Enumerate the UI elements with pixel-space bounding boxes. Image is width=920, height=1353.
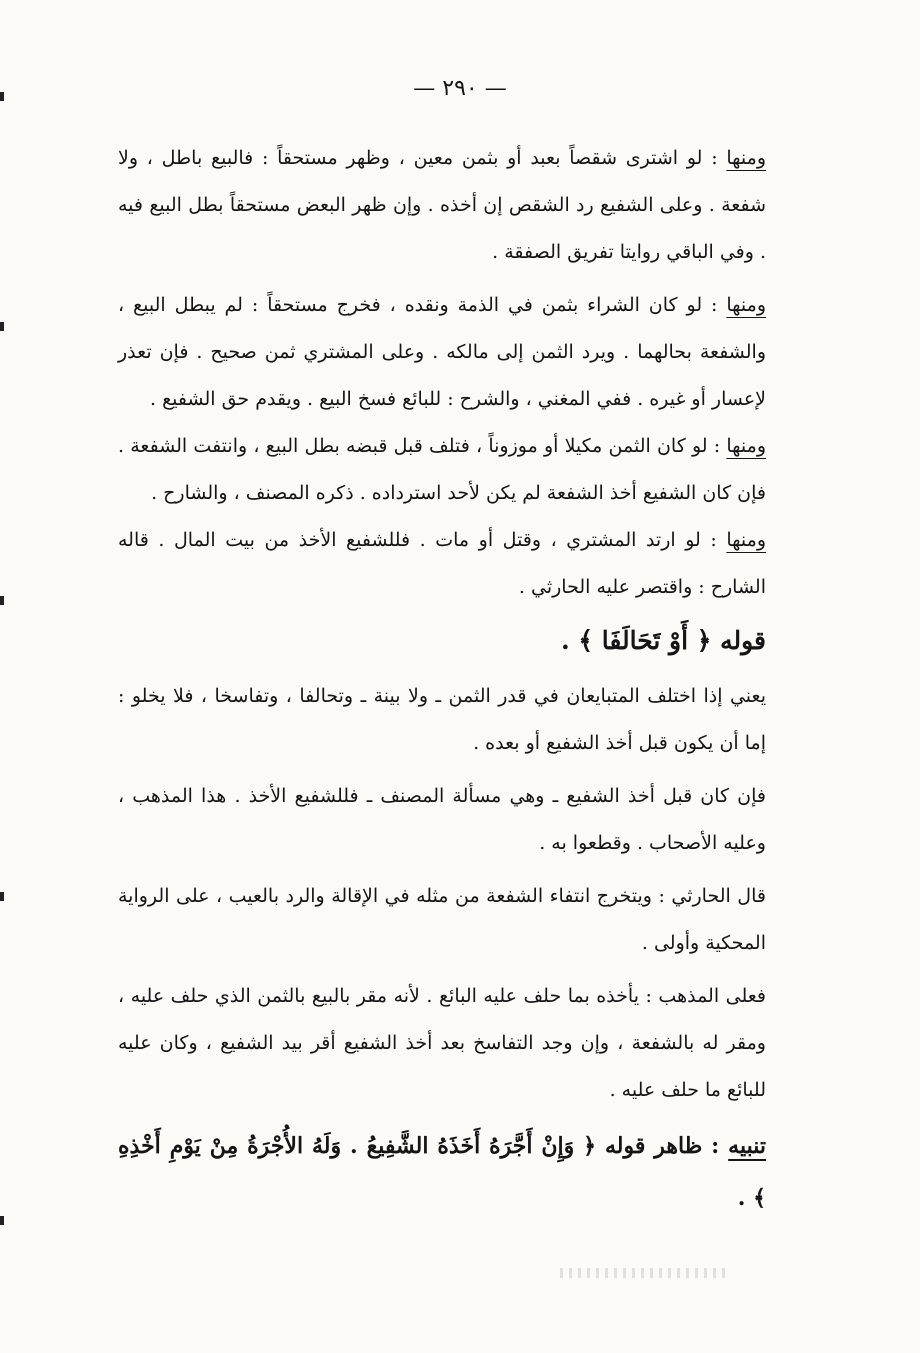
paragraph: قال الحارثي : ويتخرج انتفاء الشفعة من مثله في الإقالة والرد بالعيب ، على الرواية المحكية وأولى . <box>118 885 766 954</box>
paragraph-lead: ومنها <box>726 435 766 457</box>
paragraph <box>118 423 766 517</box>
scan-edge-mark <box>0 596 4 605</box>
paragraph: فإن كان قبل أخذ الشفيع ـ وهي مسألة المصنف ـ فللشفيع الأخذ . هذا المذهب ، وعليه الأصحاب . وقطعوا به . <box>118 785 766 854</box>
paragraph-text: : لو ارتد المشتري ، وقتل أو مات . فللشفيع الأخذ من بيت المال . قاله الشارح : واقتصر عليه الحارثي . <box>118 529 766 598</box>
paragraph-lead: ومنها <box>726 147 766 169</box>
note-paragraph <box>118 1120 766 1224</box>
note-text: : ظاهر قوله ﴿ وَإِنْ أَجَّرَهُ أَخَذَهُ الشَّفِيعُ . وَلَهُ الأُجْرَةُ مِنْ يَوْمِ أَخْذِهِ ﴾ . <box>118 1133 766 1211</box>
paragraph <box>118 135 766 276</box>
paragraph-text: : لو كان الشراء بثمن في الذمة ونقده ، فخرج مستحقاً : لم يبطل البيع ، والشفعة بحالهما . ويرد الثمن إلى مالكه . وعلى المشتري ثمن صحيح . فإن تعذر لإعسار أو غيره . ففي المغني ، والشرح : للبائع فسخ البيع . ويقدم حق الشفيع . <box>118 294 766 410</box>
scan-edge-mark <box>0 1216 4 1225</box>
paragraph <box>118 517 766 611</box>
scan-edge-mark <box>0 892 4 901</box>
page-body <box>118 135 766 1224</box>
paragraph-lead: ومنها <box>726 529 766 551</box>
quoted-heading: قوله ﴿ أَوْ تَحَالَفَا ﴾ . <box>560 626 766 655</box>
paragraph <box>118 282 766 423</box>
paragraph: فعلى المذهب : يأخذه بما حلف عليه البائع . لأنه مقر بالبيع بالثمن الذي حلف عليه ، ومقر له بالشفعة ، وإن وجد التفاسخ بعد أخذ الشفيع أقر بيد الشفيع ، وكان عليه للبائع ما حلف عليه . <box>118 985 766 1101</box>
page-number: — ٢٩٠ — <box>413 76 507 101</box>
scan-edge-mark <box>0 92 4 101</box>
paragraph: يعني إذا اختلف المتبايعان في قدر الثمن ـ ولا بينة ـ وتحالفا ، وتفاسخا ، فلا يخلو : إما أن يكون قبل أخذ الشفيع أو بعده . <box>118 685 766 754</box>
scan-noise <box>560 1268 730 1278</box>
paragraph-text: : لو اشترى شقصاً بعبد أو بثمن معين ، وظهر مستحقاً : فالبيع باطل ، ولا شفعة . وعلى الشفيع رد الشقص إن أخذه . وإن ظهر البعض مستحقاً بطل البيع فيه . وفي الباقي روايتا تفريق الصفقة . <box>118 147 766 263</box>
paragraph-lead: ومنها <box>726 294 766 316</box>
paragraph-text: : لو كان الثمن مكيلا أو موزوناً ، فتلف قبل قبضه بطل البيع ، وانتفت الشفعة . فإن كان الشفيع أخذ الشفعة لم يكن لأحد استرداده . ذكره المصنف ، والشارح . <box>118 435 766 504</box>
note-lead: تنبيه <box>728 1133 766 1159</box>
scan-edge-mark <box>0 322 4 331</box>
